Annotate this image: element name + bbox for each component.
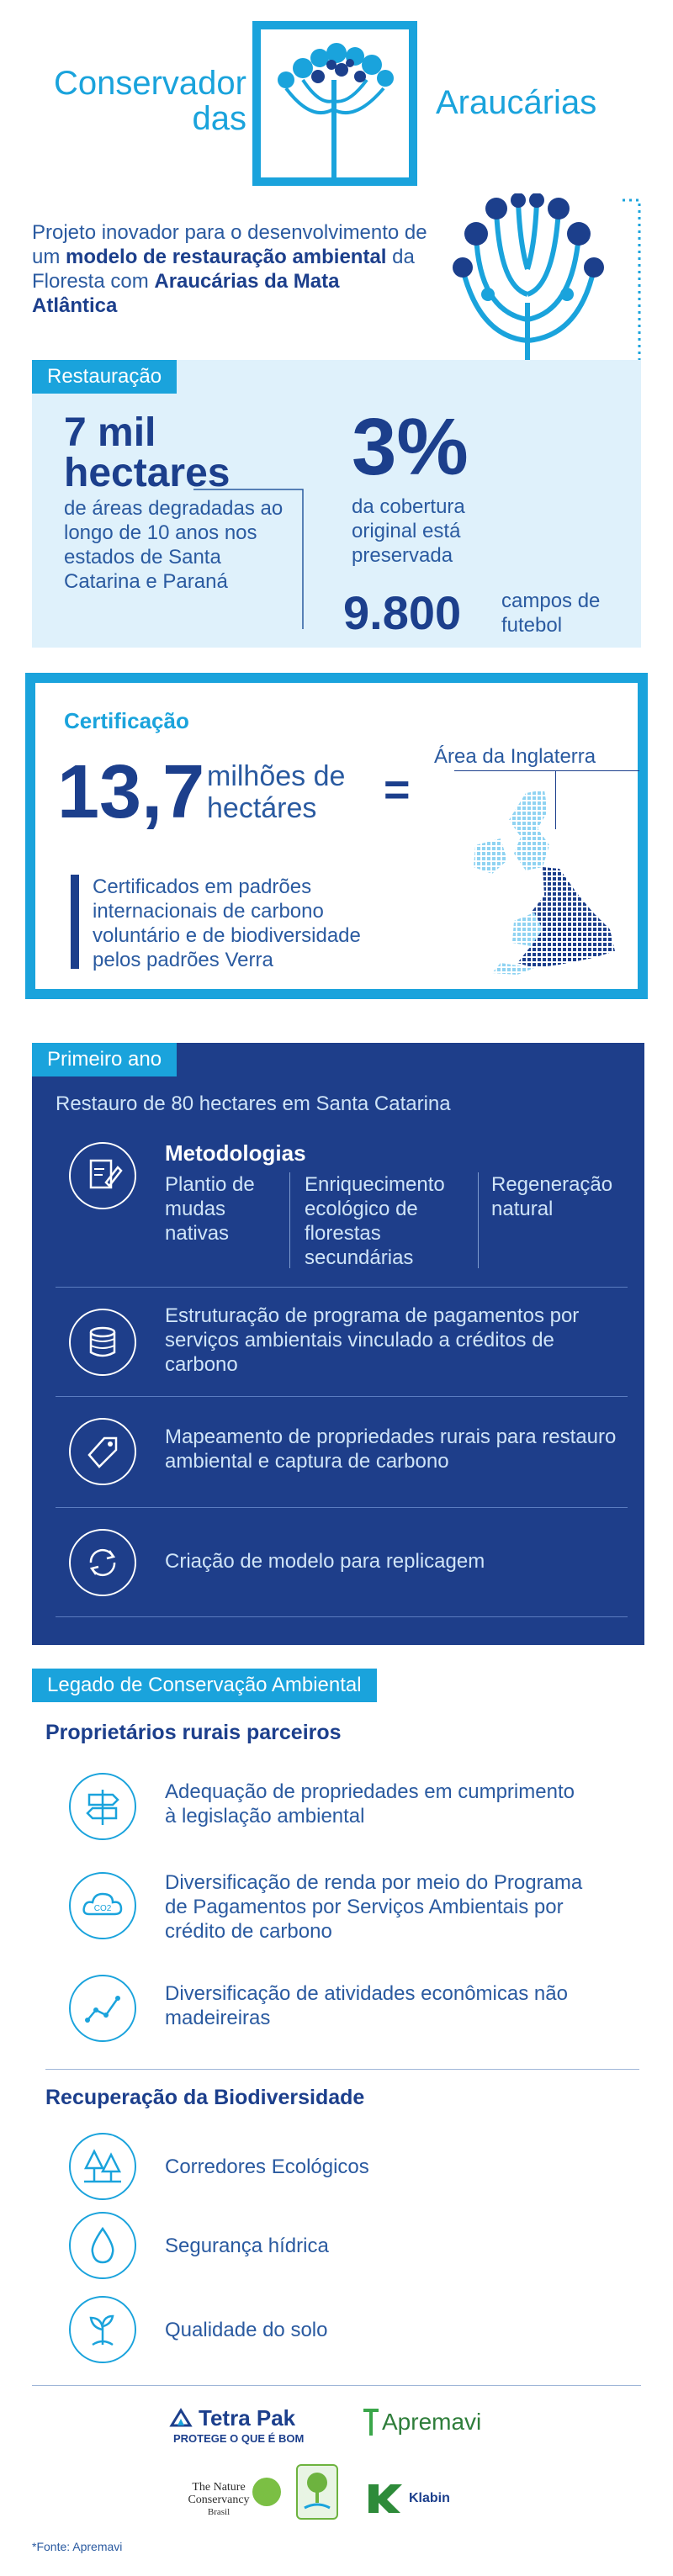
klabin-k-icon <box>367 2481 404 2515</box>
intro-part-1: Projeto inovador para o desenvolvimento de um <box>32 221 427 268</box>
nature-line-3: Brasil <box>207 2507 231 2517</box>
metodologia-enriquecimento: Enriquecimento ecológico de florestas secundárias <box>305 1173 445 1269</box>
tetrapak-tagline: PROTEGE O QUE É BOM <box>173 2432 305 2445</box>
certificacao-unit: milhões de hectáres <box>207 760 346 824</box>
tetrapak-triangle-icon <box>168 2407 193 2429</box>
compare-underline <box>454 770 639 771</box>
ano-item-modelo: Criação de modelo para replicagem <box>165 1550 485 1573</box>
metodologia-regeneracao: Regeneração natural <box>491 1173 613 1220</box>
intro-text <box>32 220 427 318</box>
proprietarios-item-renda: Diversificação de renda por meio do Programa de Pagamentos por Serviços Ambientais por crédito de carbono <box>165 1871 583 1943</box>
ano-divider-2 <box>56 1396 628 1397</box>
certificacao-label: Certificação <box>64 708 189 733</box>
fonte-note: *Fonte: Apremavi <box>32 2540 123 2553</box>
ano-divider-1 <box>56 1287 628 1288</box>
proprietarios-item-atividades: Diversificação de atividades econômicas não madeireiras <box>165 1982 568 2029</box>
klabin-name: Klabin <box>409 2491 450 2505</box>
restauracao-campos-number: 9.800 <box>343 586 462 639</box>
restauracao-percent-desc: da cobertura original está preservada <box>352 495 465 567</box>
nature-line-1: The Nature <box>192 2481 246 2494</box>
primeiro-ano-intro: Restauro de 80 hectares em Santa Catarina <box>56 1092 451 1115</box>
apremavi-name: Apremavi <box>382 2409 482 2435</box>
document-pen-icon <box>69 1142 136 1209</box>
primeiro-ano-label: Primeiro ano <box>32 1043 177 1076</box>
coins-icon <box>69 1309 136 1376</box>
metodologia-separator-1 <box>289 1172 290 1268</box>
restauracao-campos-desc: campos de futebol <box>501 590 601 637</box>
ano-item-pagamentos: Estruturação de programa de pagamentos por serviços ambientais vinculado a créditos de carbono <box>165 1304 580 1376</box>
nature-leaf-icon <box>252 2478 281 2506</box>
sprout-icon <box>69 2296 136 2363</box>
araucaria-logo <box>252 21 417 186</box>
legado-label: Legado de Conservação Ambiental <box>32 1669 377 1702</box>
refresh-icon <box>69 1529 136 1596</box>
metodologia-separator-2 <box>478 1172 479 1268</box>
title-right: Araucárias <box>436 84 597 121</box>
intro-part-2: da Floresta com <box>32 246 415 293</box>
water-drop-icon <box>69 2212 136 2279</box>
intro-bold-2: Araucárias da Mata Atlântica <box>32 270 340 317</box>
england-map-icon <box>467 786 635 980</box>
title-left <box>32 66 246 136</box>
restauracao-hectares-unit: hectares <box>64 451 231 495</box>
legado-divider <box>45 2069 639 2070</box>
restauracao-hectares-number: 7 mil <box>64 410 156 455</box>
trees-icon <box>69 2133 136 2200</box>
co2-cloud-icon <box>69 1872 136 1939</box>
metodologias-title: Metodologias <box>165 1140 306 1166</box>
biodiversidade-item-hidrica: Segurança hídrica <box>165 2235 329 2257</box>
tag-icon <box>69 1418 136 1485</box>
mata-atlantica-seal-icon <box>296 2464 338 2520</box>
proprietarios-title: Proprietários rurais parceiros <box>45 1721 342 1744</box>
title-line-2: das <box>192 100 246 137</box>
restauracao-hectares-desc: de áreas degradadas ao longo de 10 anos nos estados de Santa Catarina e Paraná <box>64 497 284 593</box>
certificacao-number: 13,7 <box>57 750 205 834</box>
araucaria-tree-icon <box>261 29 409 177</box>
ano-divider-3 <box>56 1507 628 1508</box>
restauracao-label: Restauração <box>32 360 177 394</box>
metodologia-plantio: Plantio de mudas nativas <box>165 1173 255 1245</box>
certificacao-equals: = <box>384 764 411 815</box>
tetrapak-name: Tetra Pak <box>199 2405 296 2431</box>
growth-chart-icon <box>69 1975 136 2042</box>
title-line-1: Conservador <box>53 65 246 102</box>
svg-text:CO2: CO2 <box>93 1904 112 1913</box>
biodiversidade-item-solo: Qualidade do solo <box>165 2319 328 2341</box>
certificacao-accent-bar <box>71 875 79 969</box>
certificacao-compare: Área da Inglaterra <box>434 745 596 768</box>
restauracao-connector <box>193 488 320 631</box>
restauracao-percent: 3% <box>352 402 469 492</box>
apremavi-tree-icon <box>362 2405 380 2437</box>
footer-divider <box>32 2385 641 2386</box>
intro-bold-1: modelo de restauração ambiental <box>66 246 387 268</box>
ano-divider-4 <box>56 1616 628 1617</box>
proprietarios-item-adequacao: Adequação de propriedades em cumprimento à legislação ambiental <box>165 1780 575 1828</box>
certificacao-desc: Certificados em padrões internacionais de carbono voluntário e de biodiversidade pelos padrões Verra <box>93 875 361 971</box>
nature-line-2: Conservancy <box>188 2494 250 2506</box>
biodiversidade-item-corredores: Corredores Ecológicos <box>165 2155 369 2178</box>
biodiversidade-title: Recuperação da Biodiversidade <box>45 2086 365 2109</box>
ano-item-mapeamento: Mapeamento de propriedades rurais para restauro ambiental e captura de carbono <box>165 1426 617 1473</box>
signpost-icon <box>69 1773 136 1840</box>
